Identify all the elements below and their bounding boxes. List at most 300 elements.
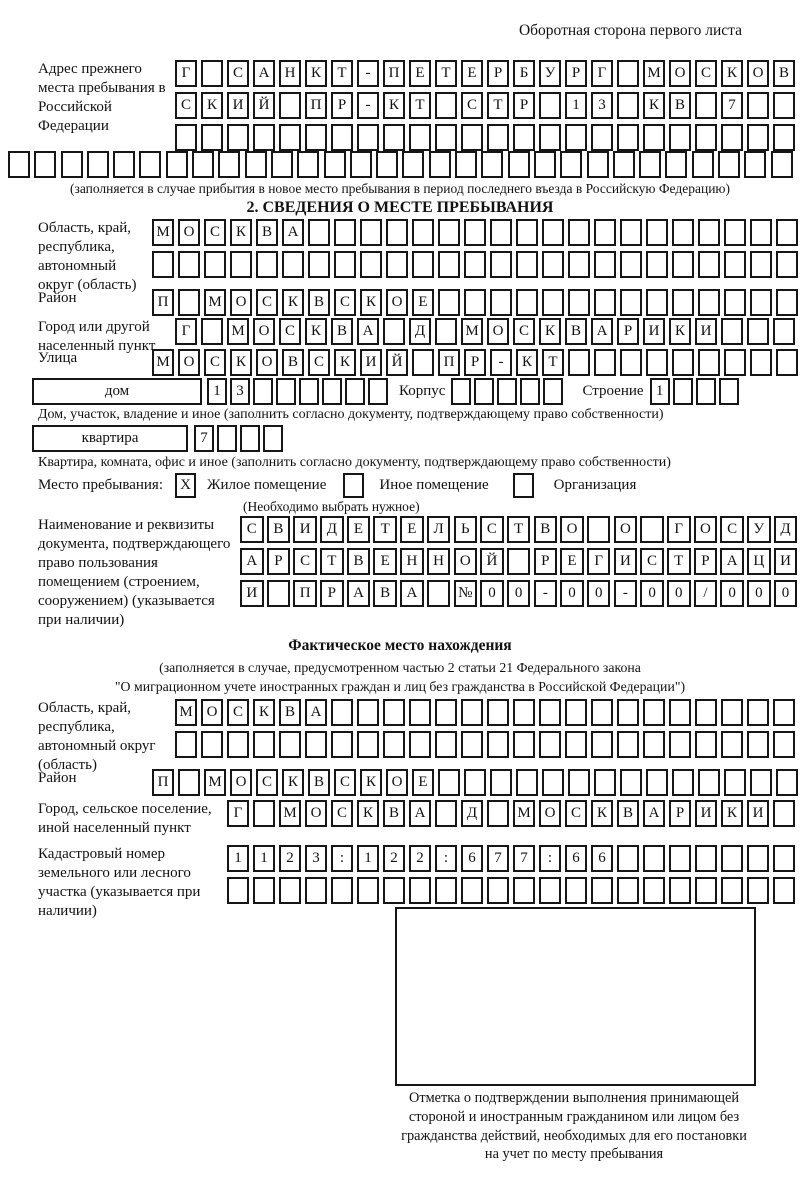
char-cell: С xyxy=(256,289,278,316)
char-cell xyxy=(776,289,798,316)
char-cell: Р xyxy=(669,800,691,827)
char-cell xyxy=(253,124,275,151)
char-cell-row xyxy=(175,60,799,87)
char-cell: И xyxy=(293,516,317,543)
char-cell xyxy=(773,845,795,872)
char-cell: В xyxy=(669,92,691,119)
char-cell xyxy=(217,425,237,452)
char-cell xyxy=(750,769,772,796)
char-cell: Р xyxy=(565,60,587,87)
char-cell xyxy=(673,378,693,405)
char-cell xyxy=(724,251,746,278)
char-cell: О xyxy=(178,349,200,376)
char-cell: Ь xyxy=(454,516,478,543)
char-cell xyxy=(438,289,460,316)
stay-type-checkbox-other xyxy=(343,473,364,498)
district-block xyxy=(38,289,800,316)
char-cell: К xyxy=(516,349,538,376)
char-cell xyxy=(773,731,795,758)
char-cell xyxy=(253,877,275,904)
char-cell xyxy=(591,699,613,726)
char-cell: В xyxy=(565,318,587,345)
apartment-box-label: квартира xyxy=(32,425,188,452)
char-cell: С xyxy=(461,92,483,119)
char-cell: О xyxy=(694,516,718,543)
char-cell xyxy=(747,318,769,345)
stay-type-option-label: Иное помещение xyxy=(379,477,489,493)
char-cell xyxy=(383,877,405,904)
char-cell xyxy=(331,877,353,904)
char-cell xyxy=(539,731,561,758)
char-cell xyxy=(178,289,200,316)
char-cell: К xyxy=(282,769,304,796)
char-cell-row xyxy=(152,769,800,796)
street-label: Улица xyxy=(38,350,78,366)
char-cell: П xyxy=(438,349,460,376)
char-cell xyxy=(357,731,379,758)
korpus-label: Корпус xyxy=(399,383,446,399)
char-cell: К xyxy=(201,92,223,119)
actual-region-block xyxy=(38,699,799,775)
char-cell: И xyxy=(227,92,249,119)
char-cell: К xyxy=(383,92,405,119)
char-cell: О xyxy=(560,516,584,543)
char-cell: В xyxy=(347,548,371,575)
char-cell xyxy=(331,124,353,151)
prev-address-rows xyxy=(175,60,799,156)
char-cell xyxy=(201,60,223,87)
char-cell xyxy=(750,219,772,246)
char-cell: 1 xyxy=(207,378,227,405)
char-cell: О xyxy=(487,318,509,345)
char-cell xyxy=(331,731,353,758)
char-cell xyxy=(617,60,639,87)
char-cell: 0 xyxy=(507,580,531,607)
char-cell: - xyxy=(614,580,638,607)
char-cell xyxy=(383,318,405,345)
char-cell: А xyxy=(643,800,665,827)
char-cell xyxy=(516,251,538,278)
char-cell xyxy=(773,800,795,827)
char-cell: А xyxy=(347,580,371,607)
char-cell: В xyxy=(282,349,304,376)
char-cell: 3 xyxy=(230,378,250,405)
char-cell xyxy=(750,289,772,316)
char-cell: 3 xyxy=(591,92,613,119)
char-cell-row xyxy=(227,877,799,904)
char-cell xyxy=(646,349,668,376)
city-label: Город или другой населенный пункт xyxy=(38,319,156,354)
char-cell xyxy=(383,731,405,758)
char-cell: 3 xyxy=(305,845,327,872)
prev-address-footnote: (заполняется в случае прибытия в новое место пребывания в период последнего въезда в Российскую Федерацию) xyxy=(69,181,731,196)
char-cell xyxy=(461,731,483,758)
char-cell: О xyxy=(178,219,200,246)
char-cell: Е xyxy=(373,548,397,575)
char-cell xyxy=(669,877,691,904)
char-cell: 2 xyxy=(383,845,405,872)
char-cell: О xyxy=(386,289,408,316)
char-cell xyxy=(412,219,434,246)
char-cell: С xyxy=(480,516,504,543)
char-cell xyxy=(334,219,356,246)
char-cell xyxy=(721,699,743,726)
char-cell xyxy=(139,151,161,178)
char-cell: С xyxy=(204,349,226,376)
char-cell: Е xyxy=(409,60,431,87)
char-cell: Р xyxy=(331,92,353,119)
char-cell xyxy=(435,877,457,904)
char-cell xyxy=(698,219,720,246)
char-cell: Й xyxy=(386,349,408,376)
char-cell: 7 xyxy=(194,425,214,452)
char-cell xyxy=(490,219,512,246)
char-cell: Е xyxy=(412,769,434,796)
char-cell: 0 xyxy=(587,580,611,607)
char-cell: П xyxy=(305,92,327,119)
char-cell: П xyxy=(152,769,174,796)
char-cell: 1 xyxy=(565,92,587,119)
char-cell xyxy=(721,318,743,345)
char-cell xyxy=(695,731,717,758)
char-cell: В xyxy=(308,769,330,796)
char-cell: Г xyxy=(175,318,197,345)
char-cell: М xyxy=(643,60,665,87)
char-cell xyxy=(299,378,319,405)
char-cell xyxy=(669,731,691,758)
char-cell xyxy=(672,251,694,278)
char-cell: К xyxy=(230,349,252,376)
char-cell xyxy=(279,92,301,119)
char-cell: С xyxy=(227,699,249,726)
char-cell: О xyxy=(454,548,478,575)
char-cell: 0 xyxy=(774,580,798,607)
char-cell xyxy=(350,151,372,178)
char-cell xyxy=(747,92,769,119)
char-cell xyxy=(620,769,642,796)
char-cell-row xyxy=(175,124,799,151)
char-cell-row xyxy=(175,92,799,119)
char-cell: С xyxy=(695,60,717,87)
char-cell: С xyxy=(256,769,278,796)
prev-address-label: Адрес прежнего места пребывания в Российской Федерации xyxy=(38,61,166,134)
char-cell xyxy=(620,289,642,316)
char-cell: - xyxy=(534,580,558,607)
char-cell: П xyxy=(383,60,405,87)
char-cell xyxy=(773,699,795,726)
char-cell xyxy=(542,769,564,796)
char-cell xyxy=(201,731,223,758)
char-cell: 7 xyxy=(513,845,535,872)
char-cell xyxy=(587,516,611,543)
char-cell xyxy=(669,845,691,872)
char-cell xyxy=(594,769,616,796)
char-cell-row-full-width xyxy=(8,151,797,178)
char-cell xyxy=(487,731,509,758)
char-cell xyxy=(698,289,720,316)
char-cell: А xyxy=(409,800,431,827)
char-cell-row xyxy=(650,378,742,405)
char-cell xyxy=(324,151,346,178)
actual-district-label: Район xyxy=(38,770,77,786)
char-cell: 0 xyxy=(640,580,664,607)
char-cell xyxy=(587,151,609,178)
char-cell xyxy=(334,251,356,278)
char-cell xyxy=(591,877,613,904)
char-cell: Т xyxy=(320,548,344,575)
char-cell: О xyxy=(669,60,691,87)
char-cell xyxy=(435,731,457,758)
char-cell xyxy=(253,800,275,827)
char-cell: 2 xyxy=(409,845,431,872)
char-cell xyxy=(543,378,563,405)
char-cell: С xyxy=(308,349,330,376)
char-cell: И xyxy=(360,349,382,376)
char-cell xyxy=(744,151,766,178)
char-cell: Д xyxy=(409,318,431,345)
char-cell: 0 xyxy=(667,580,691,607)
char-cell xyxy=(520,378,540,405)
char-cell-row xyxy=(175,318,799,345)
char-cell xyxy=(695,699,717,726)
char-cell xyxy=(692,151,714,178)
char-cell xyxy=(672,349,694,376)
char-cell xyxy=(695,877,717,904)
char-cell xyxy=(357,877,379,904)
char-cell: О xyxy=(747,60,769,87)
char-cell: № xyxy=(454,580,478,607)
char-cell xyxy=(594,289,616,316)
char-cell xyxy=(305,731,327,758)
char-cell xyxy=(750,349,772,376)
char-cell: К xyxy=(334,349,356,376)
char-cell xyxy=(613,151,635,178)
char-cell: К xyxy=(360,289,382,316)
char-cell xyxy=(308,251,330,278)
char-cell: М xyxy=(152,219,174,246)
char-cell xyxy=(178,769,200,796)
char-cell: Е xyxy=(412,289,434,316)
char-cell: К xyxy=(591,800,613,827)
page-corner-note: Оборотная сторона первого листа xyxy=(518,22,742,39)
char-cell: С xyxy=(279,318,301,345)
char-cell xyxy=(646,251,668,278)
actual-district-block xyxy=(38,769,800,796)
char-cell: К xyxy=(305,318,327,345)
char-cell: С xyxy=(240,516,264,543)
char-cell xyxy=(721,124,743,151)
char-cell xyxy=(368,378,388,405)
char-cell: Б xyxy=(513,60,535,87)
stay-type-label: Место пребывания: xyxy=(38,477,163,493)
char-cell xyxy=(218,151,240,178)
char-cell xyxy=(542,289,564,316)
char-cell xyxy=(464,769,486,796)
char-cell: 1 xyxy=(650,378,670,405)
char-cell: Д xyxy=(461,800,483,827)
char-cell xyxy=(245,151,267,178)
char-cell xyxy=(386,219,408,246)
document-label: Наименование и реквизиты документа, подтверждающего право пользования помещением (строением, сооружением) (указывается при наличии) xyxy=(38,517,231,628)
char-cell: У xyxy=(747,516,771,543)
char-cell xyxy=(565,699,587,726)
char-cell xyxy=(435,699,457,726)
char-cell xyxy=(669,699,691,726)
char-cell xyxy=(175,731,197,758)
char-cell xyxy=(620,251,642,278)
char-cell: М xyxy=(461,318,483,345)
char-cell-row xyxy=(227,845,799,872)
char-cell xyxy=(698,349,720,376)
char-cell xyxy=(591,731,613,758)
char-cell xyxy=(646,289,668,316)
char-cell xyxy=(594,251,616,278)
char-cell xyxy=(166,151,188,178)
house-box-label: дом xyxy=(32,378,202,405)
char-cell: 7 xyxy=(721,92,743,119)
char-cell: 1 xyxy=(227,845,249,872)
char-cell: - xyxy=(490,349,512,376)
char-cell: А xyxy=(240,548,264,575)
char-cell xyxy=(438,251,460,278)
char-cell: И xyxy=(695,800,717,827)
char-cell xyxy=(646,219,668,246)
char-cell xyxy=(276,378,296,405)
char-cell: С xyxy=(334,769,356,796)
street-block xyxy=(38,349,800,376)
char-cell xyxy=(507,548,531,575)
char-cell: Р xyxy=(534,548,558,575)
char-cell: Н xyxy=(400,548,424,575)
char-cell xyxy=(617,731,639,758)
char-cell xyxy=(490,289,512,316)
char-cell xyxy=(695,124,717,151)
char-cell xyxy=(539,877,561,904)
char-cell xyxy=(695,845,717,872)
char-cell xyxy=(568,349,590,376)
stamp-box xyxy=(395,907,756,1086)
char-cell xyxy=(427,580,451,607)
char-cell xyxy=(386,251,408,278)
char-cell xyxy=(438,769,460,796)
char-cell xyxy=(773,92,795,119)
char-cell xyxy=(308,219,330,246)
char-cell xyxy=(305,877,327,904)
char-cell xyxy=(672,769,694,796)
char-cell: П xyxy=(293,580,317,607)
char-cell xyxy=(412,349,434,376)
char-cell xyxy=(435,800,457,827)
char-cell xyxy=(719,378,739,405)
char-cell: В xyxy=(773,60,795,87)
char-cell xyxy=(227,124,249,151)
char-cell xyxy=(620,349,642,376)
char-cell: : xyxy=(539,845,561,872)
char-cell: 0 xyxy=(720,580,744,607)
char-cell: Р xyxy=(267,548,291,575)
char-cell: А xyxy=(305,699,327,726)
house-footnote: Дом, участок, владение и иное (заполнить согласно документу, подтверждающему право собственности) xyxy=(38,407,664,422)
char-cell xyxy=(565,124,587,151)
char-cell xyxy=(357,124,379,151)
char-cell: Т xyxy=(667,548,691,575)
char-cell xyxy=(718,151,740,178)
stay-type-checkbox-residential: X xyxy=(175,473,196,498)
char-cell xyxy=(256,251,278,278)
char-cell: М xyxy=(204,769,226,796)
char-cell: Е xyxy=(347,516,371,543)
char-cell xyxy=(617,92,639,119)
char-cell: Г xyxy=(587,548,611,575)
char-cell xyxy=(409,731,431,758)
char-cell: М xyxy=(513,800,535,827)
char-cell-row xyxy=(175,731,799,758)
stay-type-footnote: (Необходимо выбрать нужное) xyxy=(243,499,420,514)
char-cell xyxy=(240,425,260,452)
char-cell xyxy=(747,731,769,758)
char-cell xyxy=(516,289,538,316)
char-cell: О xyxy=(614,516,638,543)
char-cell xyxy=(643,877,665,904)
char-cell: О xyxy=(305,800,327,827)
char-cell: Й xyxy=(480,548,504,575)
char-cell-row xyxy=(227,800,799,827)
char-cell xyxy=(568,289,590,316)
char-cell xyxy=(61,151,83,178)
char-cell xyxy=(516,769,538,796)
char-cell: В xyxy=(383,800,405,827)
char-cell: М xyxy=(175,699,197,726)
char-cell xyxy=(497,378,517,405)
char-cell: А xyxy=(720,548,744,575)
char-cell: К xyxy=(669,318,691,345)
actual-city-block xyxy=(38,800,799,838)
char-cell xyxy=(747,699,769,726)
char-cell xyxy=(508,151,530,178)
char-cell xyxy=(464,251,486,278)
char-cell xyxy=(539,124,561,151)
char-cell: Р xyxy=(487,60,509,87)
prev-address-block xyxy=(38,60,799,156)
char-cell xyxy=(360,251,382,278)
house-row xyxy=(32,378,742,405)
char-cell-row xyxy=(194,425,286,452)
char-cell xyxy=(721,877,743,904)
region-label: Область, край, республика, автономный округ (область) xyxy=(38,220,137,293)
char-cell xyxy=(620,219,642,246)
char-cell xyxy=(230,251,252,278)
char-cell: И xyxy=(643,318,665,345)
char-cell xyxy=(513,731,535,758)
document-block xyxy=(38,516,800,630)
char-cell: Й xyxy=(253,92,275,119)
apartment-footnote: Квартира, комната, офис и иное (заполнить согласно документу, подтверждающему право собственности) xyxy=(38,455,671,470)
char-cell xyxy=(451,378,471,405)
char-cell-row xyxy=(240,580,800,607)
char-cell xyxy=(672,219,694,246)
char-cell xyxy=(516,219,538,246)
char-cell xyxy=(539,92,561,119)
char-cell: О xyxy=(201,699,223,726)
char-cell xyxy=(331,699,353,726)
char-cell xyxy=(322,378,342,405)
section2-title: 2. СВЕДЕНИЯ О МЕСТЕ ПРЕБЫВАНИЯ xyxy=(246,199,554,216)
char-cell: И xyxy=(747,800,769,827)
char-cell-row xyxy=(175,699,799,726)
char-cell xyxy=(279,124,301,151)
char-cell: А xyxy=(400,580,424,607)
char-cell: Е xyxy=(560,548,584,575)
